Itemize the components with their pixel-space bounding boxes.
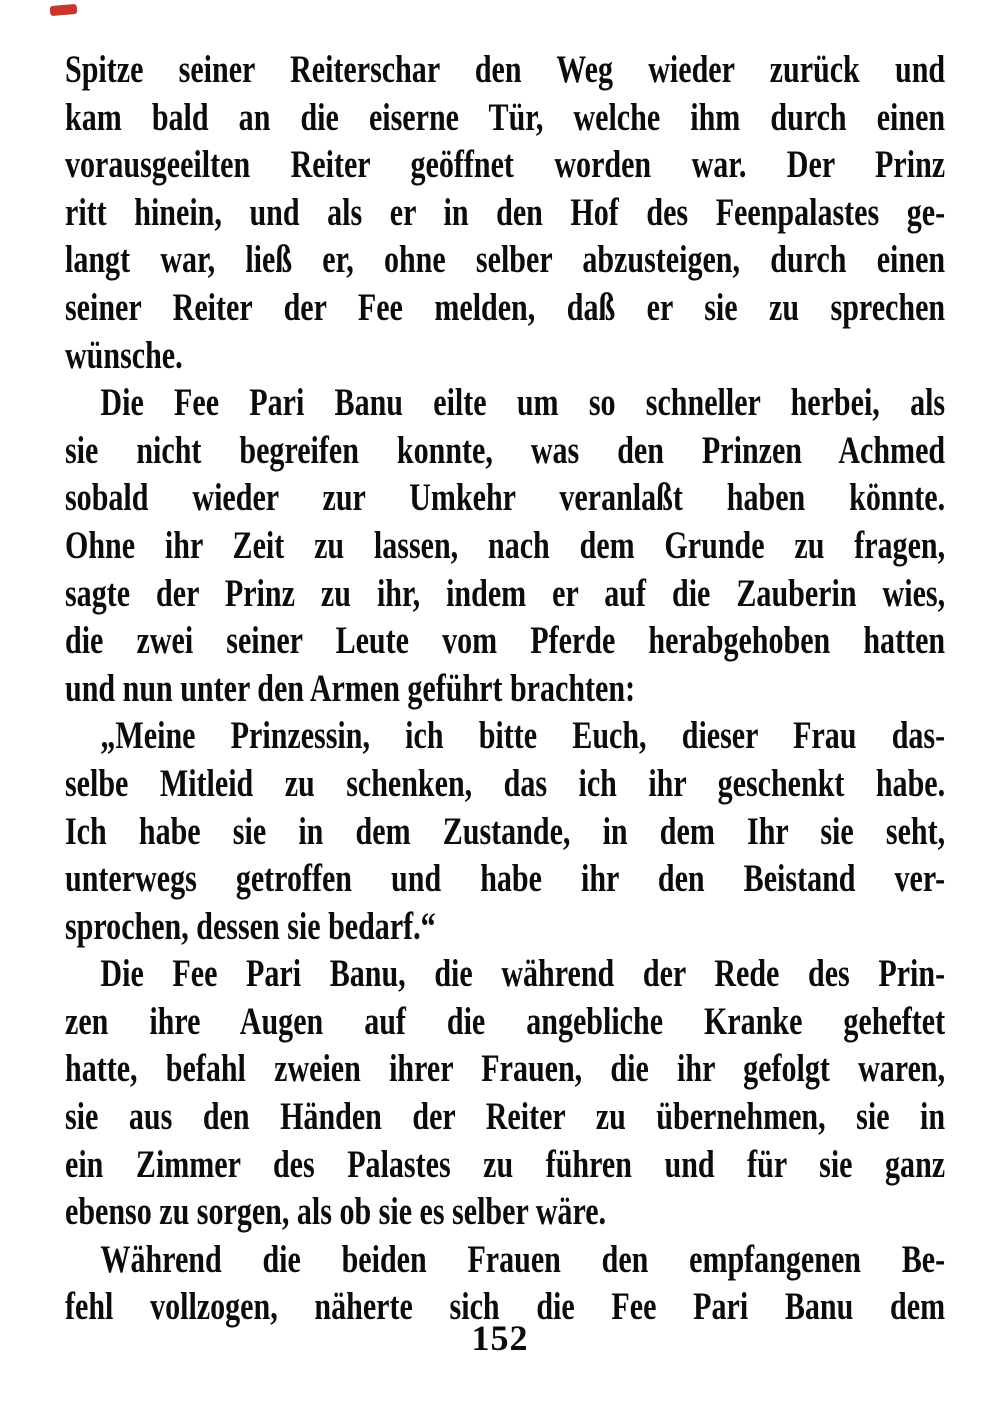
text-line: und nun unter den Armen geführt brachten: [65,666,636,710]
text-line: sobald wieder zur Umkehr veranlaßt haben könnte. [65,476,946,520]
text-line: seiner Reiter der Fee melden, daß er sie zu sprechen [65,285,946,329]
text-line: Während die beiden Frauen den empfangenen Be- [100,1237,946,1281]
text-line: ein Zimmer des Palastes zu führen und für sie ganz [65,1142,946,1186]
text-line: ebenso zu sorgen, als ob sie es selber wäre. [65,1190,607,1234]
text-line: „Meine Prinzessin, ich bitte Euch, dieser Frau das- [100,714,946,758]
text-line: sie aus den Händen der Reiter zu übernehmen, sie in [65,1095,946,1139]
text-line: fehl vollzogen, näherte sich die Fee Pari Banu dem [65,1285,946,1329]
page-text-block [65,46,945,1331]
red-ink-mark [50,4,78,16]
text-line: langt war, ließ er, ohne selber abzusteigen, durch einen [65,238,946,282]
text-line: die zwei seiner Leute vom Pferde herabgehoben hatten [65,619,946,663]
text-line: sie nicht begreifen konnte, was den Prinzen Achmed [65,428,946,472]
text-line: ritt hinein, und als er in den Hof des Feenpalastes ge- [65,190,946,234]
page-number: 152 [471,1318,529,1358]
text-line: Ich habe sie in dem Zustande, in dem Ihr sie seht, [65,809,946,853]
text-line: sprochen, dessen sie bedarf.“ [65,904,436,948]
text-line: sagte der Prinz zu ihr, indem er auf die Zauberin wies, [65,571,946,615]
text-line: selbe Mitleid zu schenken, das ich ihr geschenkt habe. [65,761,946,805]
text-line: Spitze seiner Reiterschar den Weg wieder zurück und [65,48,946,91]
text-line: vorausgeeilten Reiter geöffnet worden war. Der Prinz [65,143,946,187]
text-line: zen ihre Augen auf die angebliche Kranke geheftet [65,999,946,1043]
text-line: Die Fee Pari Banu eilte um so schneller herbei, als [100,381,946,425]
text-line: hatte, befahl zweien ihrer Frauen, die ihr gefolgt waren, [65,1047,946,1091]
text-line: kam bald an die eiserne Tür, welche ihm durch einen [65,95,946,139]
text-line: unterwegs getroffen und habe ihr den Beistand ver- [65,857,946,901]
text-line: Die Fee Pari Banu, die während der Rede des Prin- [100,952,946,996]
text-line: wünsche. [65,333,183,377]
text-line: Ohne ihr Zeit zu lassen, nach dem Grunde zu fragen, [65,523,946,567]
